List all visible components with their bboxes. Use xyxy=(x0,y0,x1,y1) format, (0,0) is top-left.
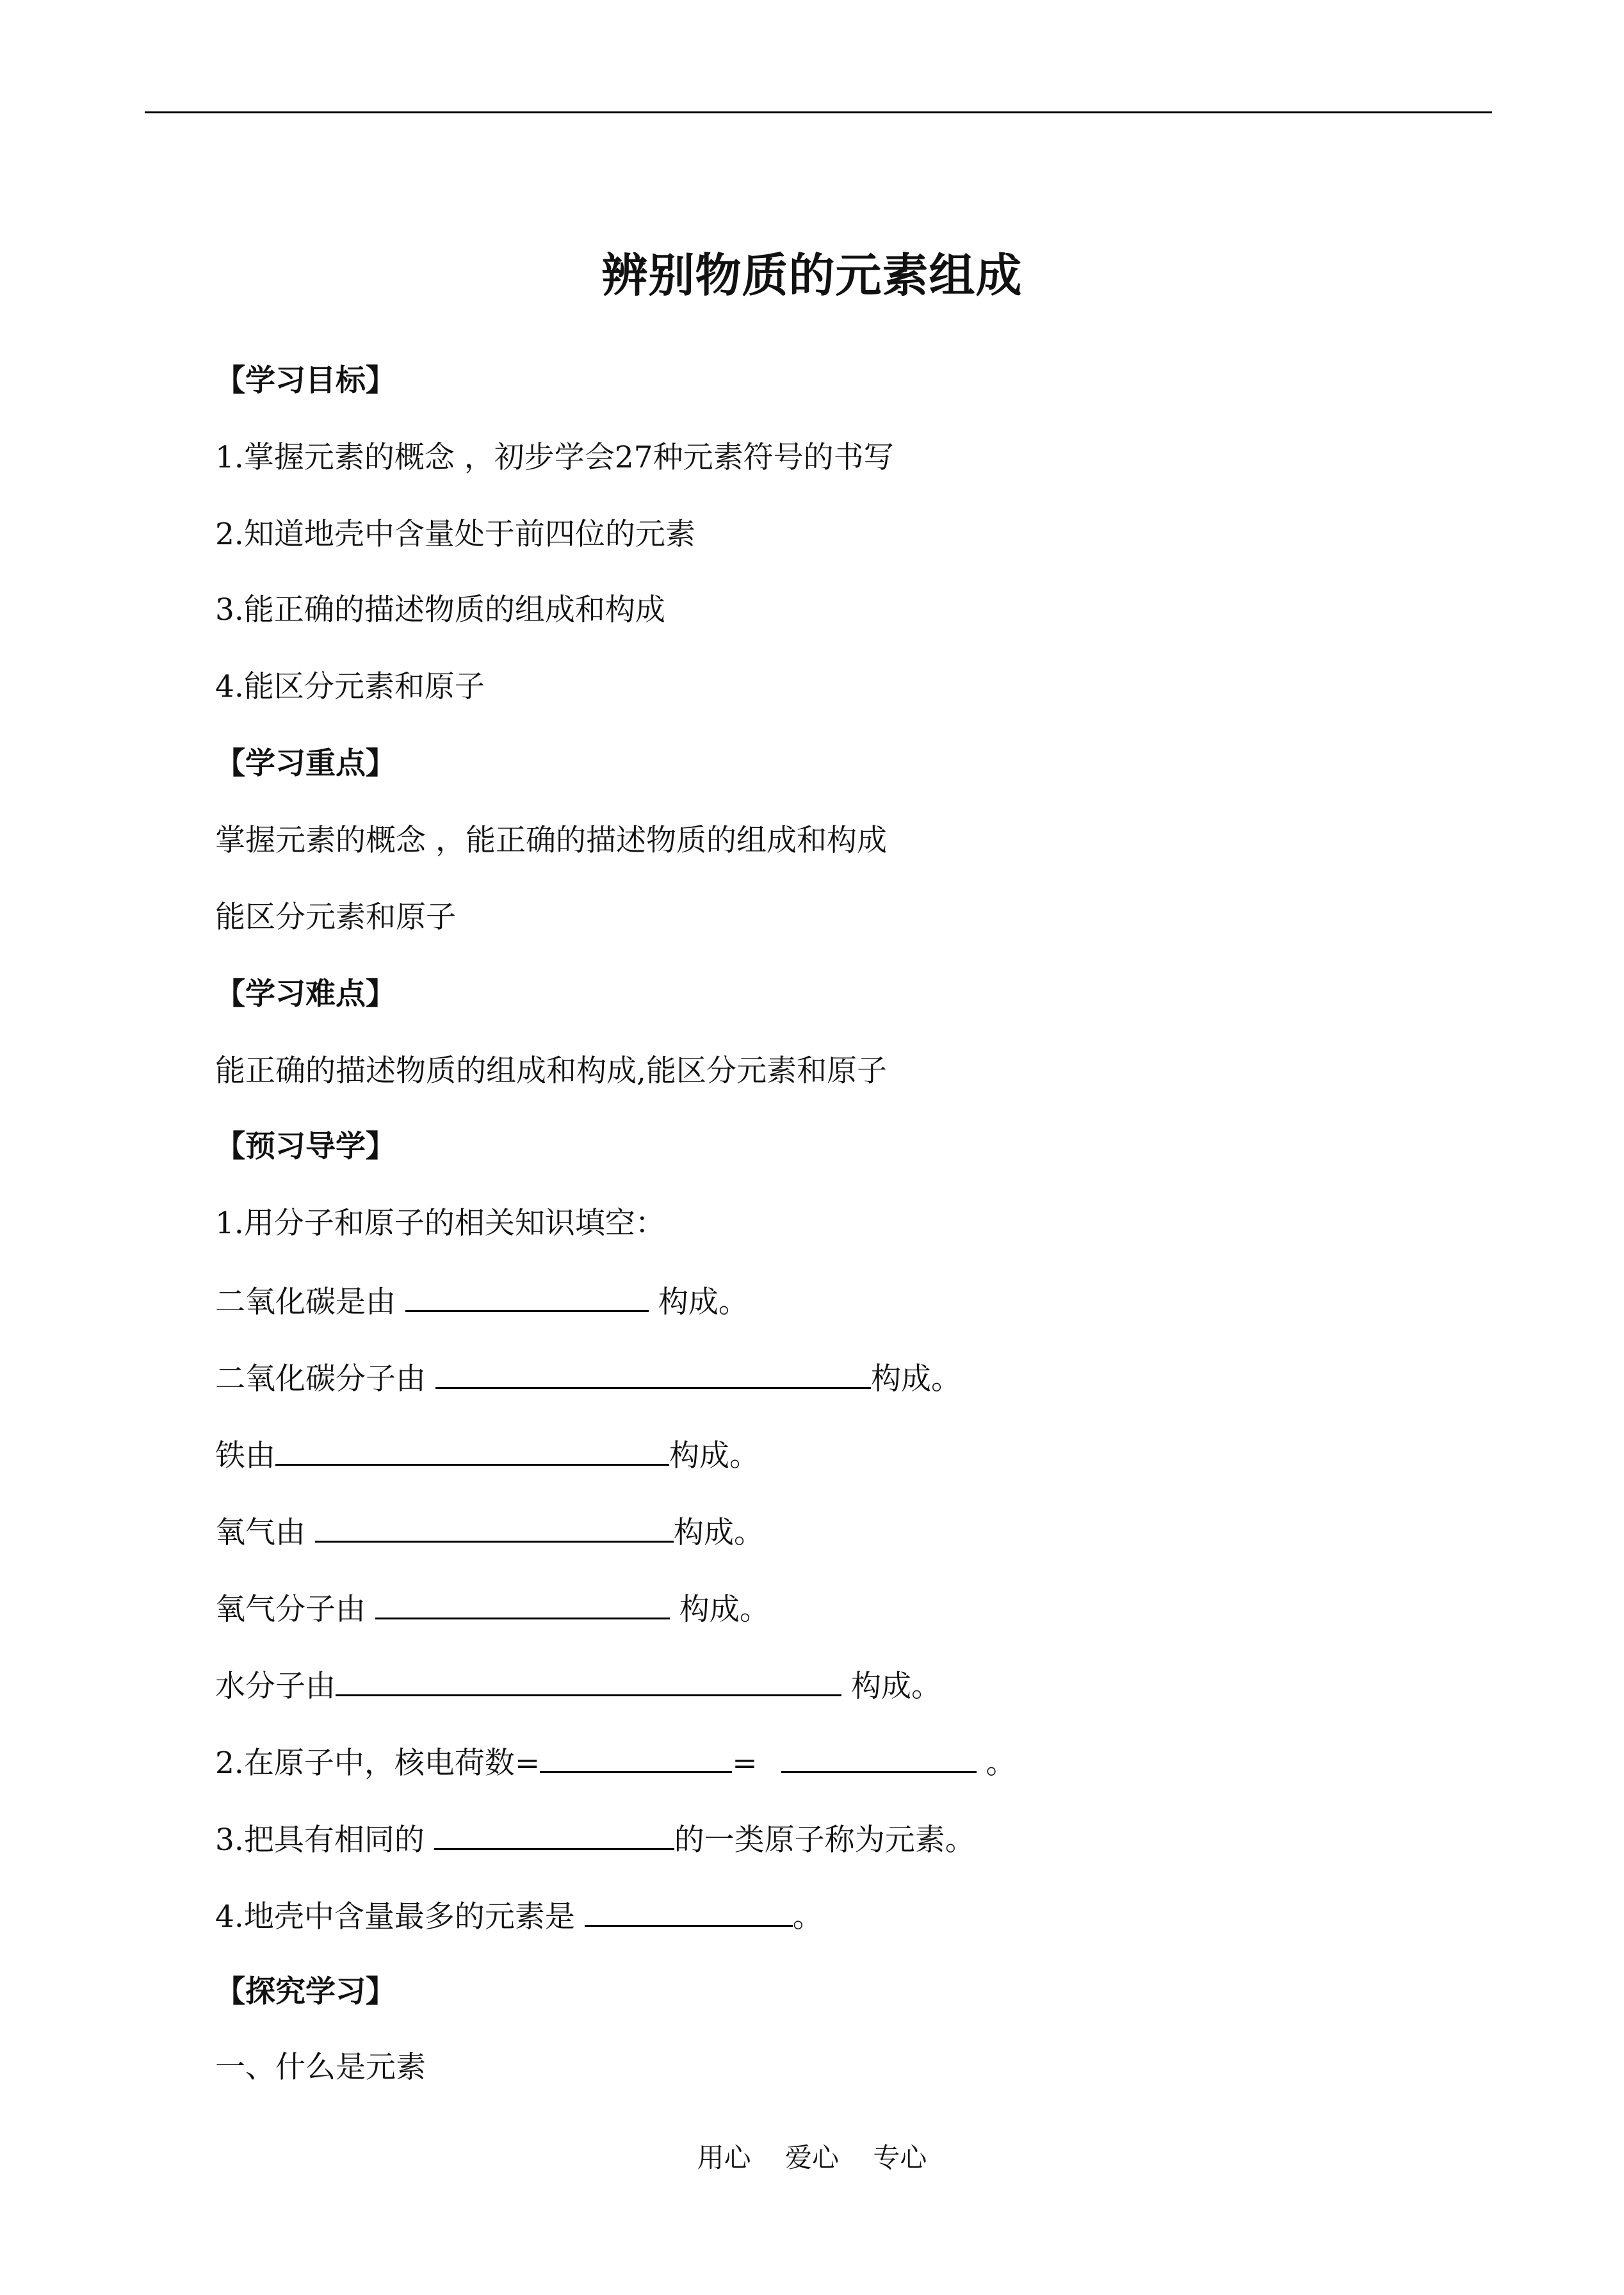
question-4-before: 4.地壳中含量最多的元素是 xyxy=(215,1899,585,1934)
key-point-item-2: 能区分元素和原子 xyxy=(215,900,456,935)
question-2-mid: = xyxy=(732,1746,767,1781)
fill-line-oxygen-molecule-before: 氧气分子由 xyxy=(215,1592,375,1627)
fill-line-co2-molecule-before: 二氧化碳分子由 xyxy=(215,1361,435,1397)
objectives-heading: 【学习目标】 xyxy=(215,363,396,398)
question-2 xyxy=(215,1739,1016,1786)
fill-line-iron-before: 铁由 xyxy=(215,1438,275,1473)
difficulties-heading: 【学习难点】 xyxy=(215,977,396,1012)
question-3-after: 的一类原子称为元素。 xyxy=(674,1822,975,1858)
question-3 xyxy=(215,1816,975,1863)
objective-item-4: 4.能区分元素和原子 xyxy=(215,669,485,704)
key-point-item-1: 掌握元素的概念 ，能正确的描述物质的组成和构成 xyxy=(215,823,887,858)
objective-item-2: 2.知道地壳中含量处于前四位的元素 xyxy=(215,517,695,552)
fill-line-co2 xyxy=(215,1278,749,1325)
page-footer: 用心 爱心 专心 xyxy=(697,2142,927,2173)
fill-line-water-molecule-after: 构成。 xyxy=(841,1669,941,1704)
fill-line-iron-after: 构成。 xyxy=(669,1438,759,1473)
fill-line-co2-after: 构成。 xyxy=(648,1285,749,1320)
answer-blank-oxygen-molecule[interactable] xyxy=(375,1585,670,1619)
answer-blank-co2-molecule[interactable] xyxy=(435,1355,871,1389)
key-points-heading: 【学习重点】 xyxy=(215,746,396,781)
fill-line-iron xyxy=(215,1432,759,1479)
answer-blank-oxygen[interactable] xyxy=(315,1509,674,1543)
fill-line-co2-molecule xyxy=(215,1355,961,1402)
answer-blank-q2-first[interactable] xyxy=(540,1739,732,1773)
answer-blank-q4[interactable] xyxy=(585,1893,793,1927)
answer-blank-q2-second[interactable] xyxy=(781,1739,977,1773)
question-2-after: 。 xyxy=(976,1746,1016,1781)
fill-line-oxygen xyxy=(215,1509,764,1555)
question-4-after: 。 xyxy=(792,1899,823,1934)
explore-heading: 【探究学习】 xyxy=(215,1974,396,2009)
fill-line-oxygen-before: 氧气由 xyxy=(215,1515,315,1550)
fill-line-oxygen-molecule xyxy=(215,1585,770,1632)
preview-intro: 1.用分子和原子的相关知识填空： xyxy=(215,1206,665,1241)
explore-item-1: 一、什么是元素 xyxy=(215,2050,426,2085)
answer-blank-co2[interactable] xyxy=(405,1278,649,1312)
question-4 xyxy=(215,1893,823,1940)
fill-line-co2-before: 二氧化碳是由 xyxy=(215,1285,405,1320)
answer-blank-water-molecule[interactable] xyxy=(336,1662,841,1696)
difficulty-item-1: 能正确的描述物质的组成和构成,能区分元素和原子 xyxy=(215,1053,887,1089)
objective-item-3: 3.能正确的描述物质的组成和构成 xyxy=(215,592,665,628)
fill-line-water-molecule-before: 水分子由 xyxy=(215,1669,336,1704)
fill-line-water-molecule xyxy=(215,1662,941,1709)
objective-item-1: 1.掌握元素的概念 ，初步学会27种元素符号的书写 xyxy=(215,440,894,475)
question-2-before: 2.在原子中，核电荷数= xyxy=(215,1746,540,1781)
fill-line-oxygen-molecule-after: 构成。 xyxy=(669,1592,770,1627)
fill-line-co2-molecule-after: 构成。 xyxy=(870,1361,961,1397)
question-3-before: 3.把具有相同的 xyxy=(215,1822,434,1858)
answer-blank-iron[interactable] xyxy=(275,1432,669,1466)
header-rule xyxy=(145,111,1492,113)
answer-blank-q3[interactable] xyxy=(434,1816,674,1850)
preview-heading: 【预习导学】 xyxy=(215,1129,396,1164)
page-title: 辨别物质的元素组成 xyxy=(601,248,1023,302)
fill-line-oxygen-after: 构成。 xyxy=(673,1515,764,1550)
